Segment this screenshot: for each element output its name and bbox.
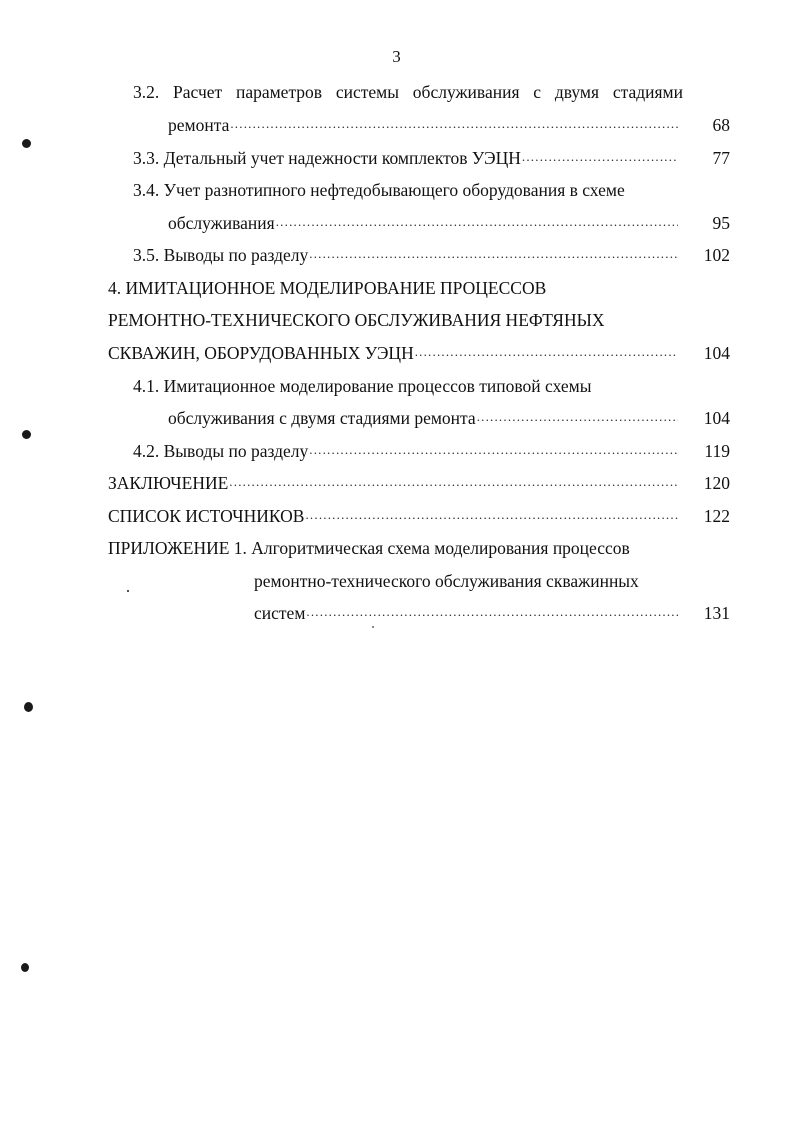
toc-page-number: 104 (703, 343, 730, 363)
toc-entry-text: СКВАЖИН, ОБОРУДОВАННЫХ УЭЦН (108, 343, 414, 363)
toc-entry-3-4 (168, 207, 730, 235)
dot-leader (477, 408, 678, 426)
toc-entry-text: ПРИЛОЖЕНИЕ 1. Алгоритмическая схема моделирования процессов (108, 538, 630, 558)
dot-leader (230, 115, 678, 133)
toc-page-number: 104 (703, 408, 730, 428)
toc-page-number: 122 (703, 506, 730, 526)
scan-speck (127, 590, 129, 592)
toc-entry-3-4-title (133, 174, 693, 202)
toc-entry-text: ремонта (168, 115, 230, 135)
toc-entry-appendix (254, 597, 730, 625)
dot-leader (522, 148, 678, 166)
toc-entry-text: 3.4. Учет разнотипного нефтедобывающего оборудования в схеме (133, 180, 625, 200)
toc-entry-3-2 (168, 109, 730, 137)
toc-entry-appendix-title-line2 (254, 565, 684, 593)
toc-entry-3-3 (133, 142, 730, 170)
toc-page-number: 120 (703, 473, 730, 493)
toc-page-number: 68 (712, 115, 730, 135)
toc-entry-text: обслуживания с двумя стадиями ремонта (168, 408, 476, 428)
scan-speck (22, 430, 31, 439)
toc-entry-sources (108, 500, 730, 528)
toc-entry-text: 3.5. Выводы по разделу (133, 245, 309, 265)
dot-leader (309, 245, 678, 263)
toc-entry-text: СПИСОК ИСТОЧНИКОВ (108, 506, 305, 526)
dot-leader (306, 603, 678, 621)
toc-page-number: 95 (712, 213, 730, 233)
toc-entry-4-title-line2 (108, 304, 668, 332)
toc-entry-4-title-line1 (108, 272, 668, 300)
dot-leader (229, 473, 678, 491)
scan-speck (24, 702, 33, 712)
dot-leader (305, 506, 678, 524)
dot-leader (276, 213, 678, 231)
toc-entry-text: 4.2. Выводы по разделу (133, 441, 309, 461)
toc-entry-3-2-title (133, 76, 683, 104)
toc-entry-text: РЕМОНТНО-ТЕХНИЧЕСКОГО ОБСЛУЖИВАНИЯ НЕФТЯНЫХ (108, 310, 605, 330)
toc-page-number: 119 (704, 441, 730, 461)
toc-entry-text: 3.3. Детальный учет надежности комплектов УЭЦН (133, 148, 521, 168)
toc-entry-text: обслуживания (168, 213, 275, 233)
toc-entry-appendix-title-line1 (108, 532, 688, 560)
toc-entry-text: 4. ИМИТАЦИОННОЕ МОДЕЛИРОВАНИЕ ПРОЦЕССОВ (108, 278, 547, 298)
toc-entry-4-1 (168, 402, 730, 430)
scan-speck (372, 626, 374, 628)
page-number: 3 (392, 47, 401, 66)
dot-leader (415, 343, 678, 361)
toc-page-number: 131 (703, 603, 730, 623)
toc-entry-text: ремонтно-технического обслуживания скважинных (254, 571, 639, 591)
scan-speck (22, 139, 31, 148)
dot-leader (309, 441, 678, 459)
toc-entry-4 (108, 337, 730, 365)
toc-entry-conclusion (108, 467, 730, 495)
toc-entry-text: 3.2. Расчет параметров системы обслуживания с двумя стадиями (133, 82, 683, 102)
toc-entry-4-2 (133, 435, 730, 463)
toc-entry-text: 4.1. Имитационное моделирование процессов типовой схемы (133, 376, 592, 396)
table-of-contents (0, 74, 793, 634)
toc-page-number: 102 (703, 245, 730, 265)
toc-entry-3-5 (133, 239, 730, 267)
toc-entry-4-1-title (133, 370, 693, 398)
toc-entry-text: ЗАКЛЮЧЕНИЕ (108, 473, 229, 493)
toc-entry-text: систем (254, 603, 306, 623)
scan-speck (21, 963, 29, 972)
toc-page-number: 77 (712, 148, 730, 168)
